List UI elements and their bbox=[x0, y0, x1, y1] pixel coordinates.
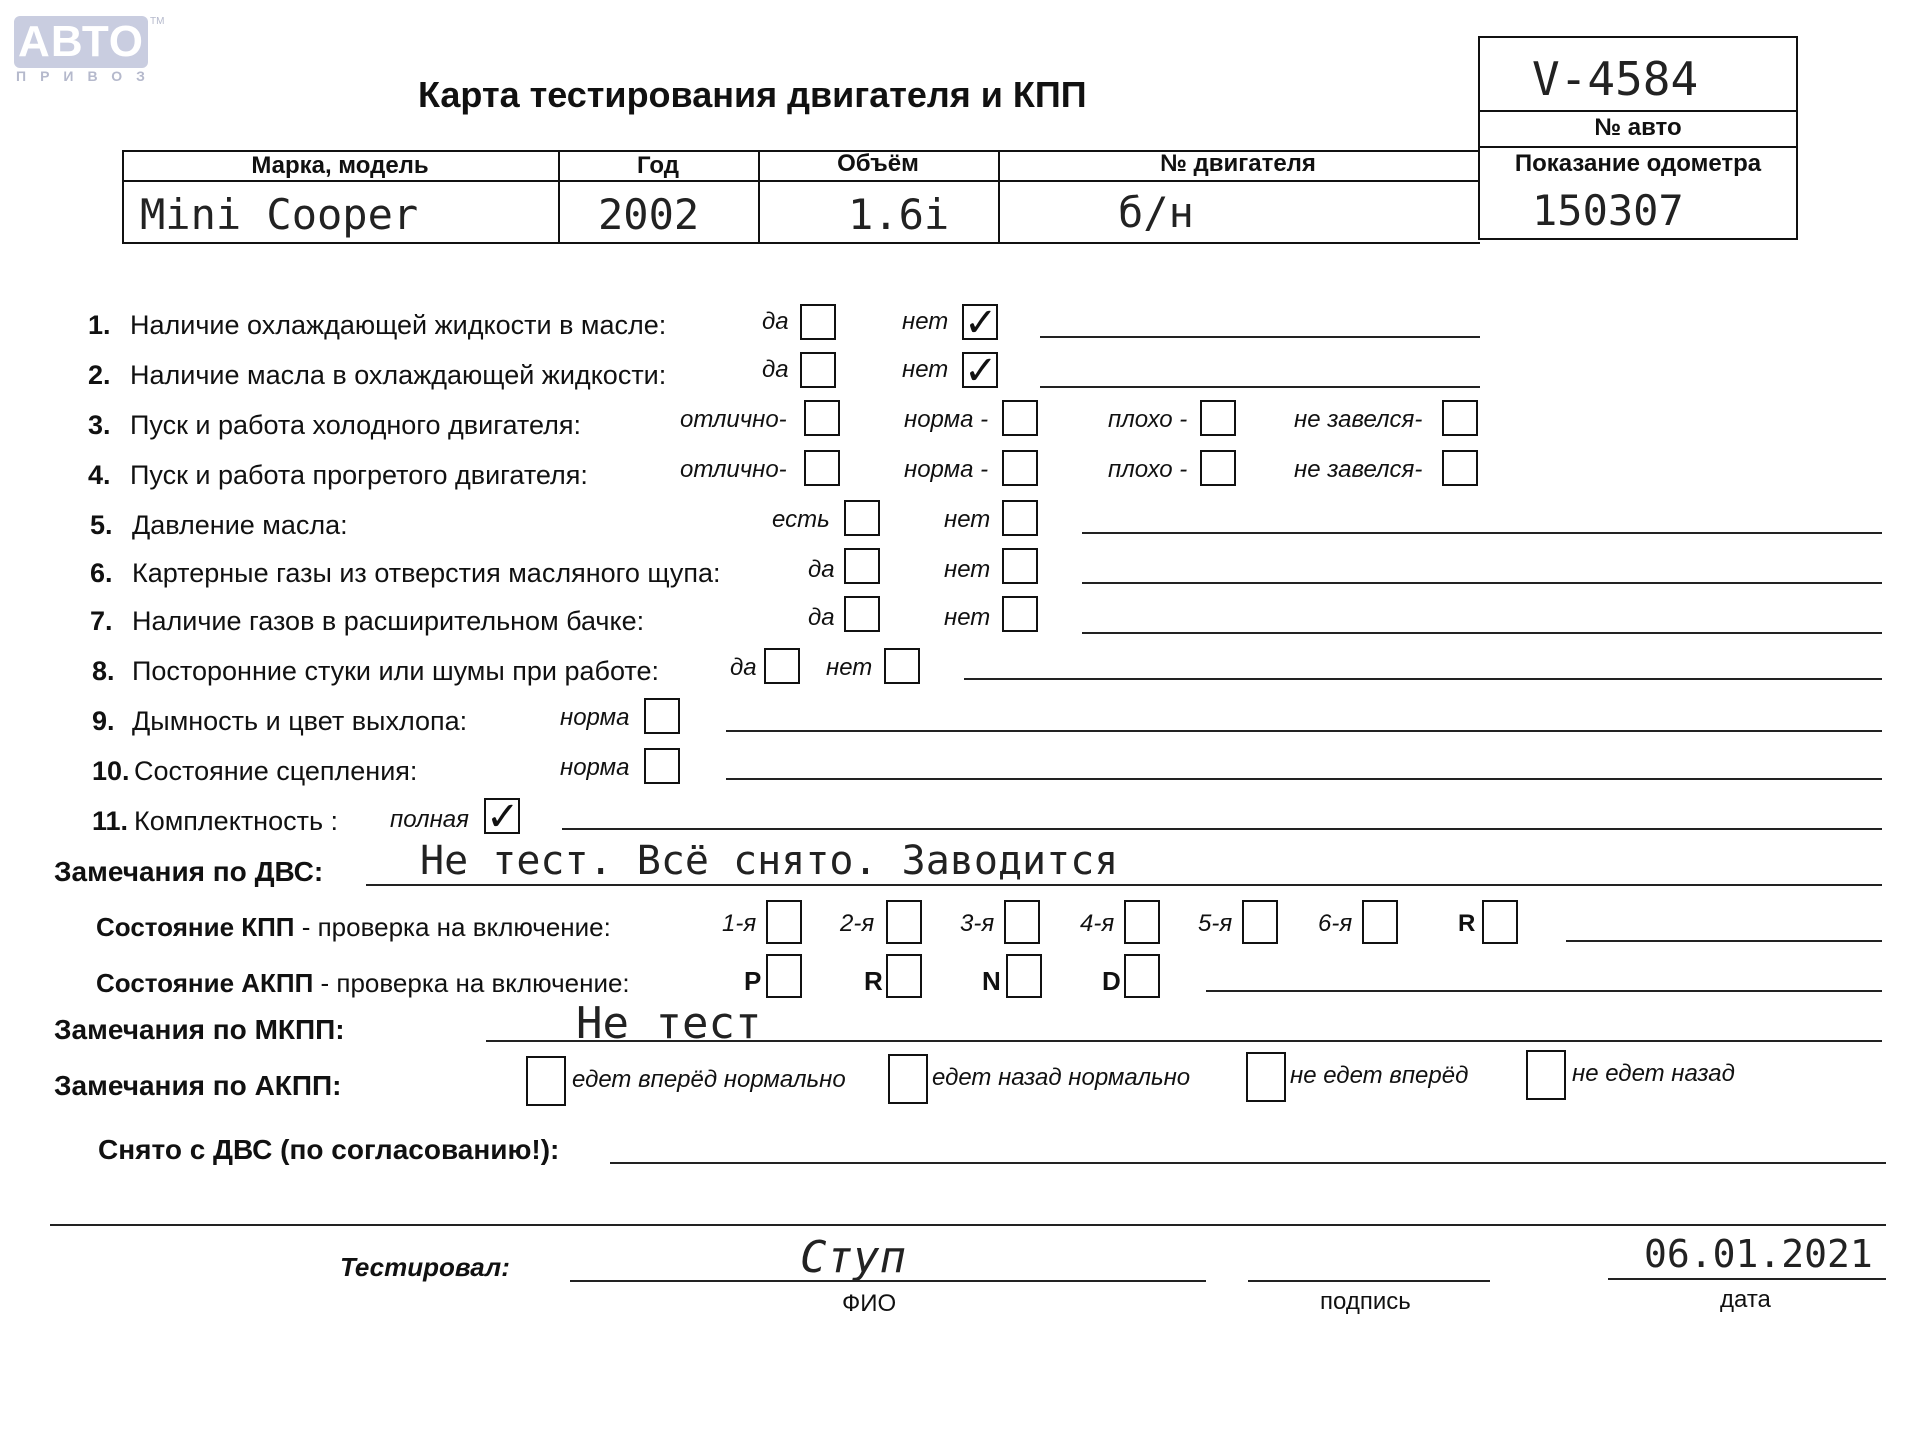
option-label: не завелся- bbox=[1294, 406, 1423, 433]
mode-label: R bbox=[864, 966, 883, 996]
gear-label: 5-я bbox=[1198, 910, 1233, 937]
answer-line bbox=[486, 1040, 1882, 1042]
option-label: плохо - bbox=[1108, 456, 1188, 483]
akpp-label-rest: - проверка на включение: bbox=[313, 968, 630, 998]
question-text: Наличие газов в расширительном бачке: bbox=[132, 606, 645, 636]
akpp-option-checkbox[interactable] bbox=[1526, 1050, 1566, 1100]
gear-checkbox[interactable] bbox=[1482, 900, 1518, 944]
mode-label: D bbox=[1102, 966, 1121, 996]
option-label: норма bbox=[560, 754, 630, 781]
checkbox[interactable] bbox=[844, 548, 880, 584]
checkbox[interactable] bbox=[1002, 450, 1038, 486]
divider bbox=[1478, 110, 1798, 112]
logo-subtitle: ПРИВОЗ bbox=[16, 68, 159, 84]
page-title: Карта тестирования двигателя и КПП bbox=[418, 74, 1087, 115]
checkbox[interactable] bbox=[1442, 400, 1478, 436]
date-line bbox=[1608, 1278, 1886, 1280]
logo: АВТО bbox=[14, 16, 148, 68]
dvs-notes-value: Не тест. Всё снято. Заводится bbox=[420, 838, 1119, 884]
answer-line bbox=[1082, 582, 1882, 584]
sign-line bbox=[1248, 1280, 1490, 1282]
removed-label: Снято с ДВС (по согласованию!): bbox=[98, 1134, 560, 1165]
value-odometer: 150307 bbox=[1532, 186, 1684, 235]
option-label: отлично- bbox=[680, 456, 787, 483]
option-label: да bbox=[808, 604, 835, 631]
answer-line bbox=[1082, 532, 1882, 534]
option-label: нет bbox=[944, 506, 991, 533]
value-year: 2002 bbox=[598, 190, 700, 239]
option-label: норма - bbox=[904, 456, 989, 483]
option-label: да bbox=[730, 654, 757, 681]
option-label: нет bbox=[944, 556, 991, 583]
option-label: есть bbox=[772, 506, 830, 533]
answer-line bbox=[610, 1162, 1886, 1164]
option-label: плохо - bbox=[1108, 406, 1188, 433]
option-label: нет bbox=[826, 654, 873, 681]
checkbox[interactable] bbox=[844, 500, 880, 536]
mkpp-notes-value: Не тест bbox=[576, 998, 762, 1049]
gear-label: 1-я bbox=[722, 910, 757, 937]
question-number: 3. bbox=[88, 410, 111, 440]
question-text: Состояние сцепления: bbox=[134, 756, 418, 786]
gear-checkbox[interactable] bbox=[1362, 900, 1398, 944]
value-engine: б/н bbox=[1118, 188, 1194, 237]
option-label: да bbox=[762, 308, 789, 335]
dvs-notes-label: Замечания по ДВС: bbox=[54, 856, 324, 887]
checkbox[interactable] bbox=[1200, 400, 1236, 436]
divider bbox=[122, 180, 1478, 182]
gear-label: 3-я bbox=[960, 910, 995, 937]
date-caption: дата bbox=[1720, 1286, 1771, 1313]
question-number: 8. bbox=[92, 656, 115, 686]
akpp-option-checkbox[interactable] bbox=[888, 1054, 928, 1104]
question-number: 5. bbox=[90, 510, 113, 540]
answer-line bbox=[726, 778, 1882, 780]
question-number: 6. bbox=[90, 558, 113, 588]
car-id-label: № авто bbox=[1594, 114, 1682, 141]
kpp-label-bold: Состояние КПП bbox=[96, 912, 295, 942]
checkbox[interactable] bbox=[804, 450, 840, 486]
mode-checkbox[interactable] bbox=[766, 954, 802, 998]
option-label: норма bbox=[560, 704, 630, 731]
akpp-option-checkbox[interactable] bbox=[1246, 1052, 1286, 1102]
option-label: нет bbox=[944, 604, 991, 631]
gear-label: 6-я bbox=[1318, 910, 1353, 937]
question-text: Комплектность : bbox=[134, 806, 339, 836]
header-year: Год bbox=[637, 152, 679, 179]
answer-line bbox=[1040, 336, 1480, 338]
answer-line bbox=[726, 730, 1882, 732]
header-model: Марка, модель bbox=[251, 152, 429, 179]
akpp-option-label: не едет вперёд bbox=[1290, 1062, 1469, 1089]
akpp-option-checkbox[interactable] bbox=[526, 1056, 566, 1106]
checkbox[interactable] bbox=[644, 748, 680, 784]
question-text: Давление масла: bbox=[132, 510, 348, 540]
date-value: 06.01.2021 bbox=[1644, 1232, 1873, 1276]
mode-checkbox[interactable] bbox=[886, 954, 922, 998]
option-label: да bbox=[762, 356, 789, 383]
kpp-label-rest: - проверка на включение: bbox=[294, 912, 611, 942]
question-number: 4. bbox=[88, 460, 111, 490]
gear-checkbox[interactable] bbox=[1004, 900, 1040, 944]
kpp-label bbox=[96, 912, 611, 943]
checkbox[interactable] bbox=[1002, 548, 1038, 584]
mode-checkbox[interactable] bbox=[1124, 954, 1160, 998]
checkbox[interactable] bbox=[1442, 450, 1478, 486]
option-label: отлично- bbox=[680, 406, 787, 433]
checkbox[interactable] bbox=[844, 596, 880, 632]
question-number: 11. bbox=[92, 806, 129, 836]
header-volume: Объём bbox=[837, 150, 919, 177]
question-text: Наличие масла в охлаждающей жидкости: bbox=[130, 360, 667, 390]
answer-line bbox=[1040, 386, 1480, 388]
gear-label: 4-я bbox=[1080, 910, 1115, 937]
checkbox-checked[interactable]: ✓ bbox=[486, 794, 520, 840]
checkbox[interactable] bbox=[884, 648, 920, 684]
checkbox[interactable] bbox=[1002, 400, 1038, 436]
divider bbox=[1478, 146, 1798, 148]
value-volume: 1.6i bbox=[848, 190, 950, 239]
answer-line bbox=[1566, 940, 1882, 942]
mode-label: P bbox=[744, 966, 762, 996]
sign-caption: подпись bbox=[1320, 1288, 1411, 1315]
checkbox[interactable] bbox=[800, 352, 836, 388]
akpp-label-bold: Состояние АКПП bbox=[96, 968, 314, 998]
checkbox[interactable] bbox=[800, 304, 836, 340]
question-number: 7. bbox=[90, 606, 113, 636]
mode-checkbox[interactable] bbox=[1006, 954, 1042, 998]
checkbox[interactable] bbox=[1002, 500, 1038, 536]
question-number: 10. bbox=[92, 756, 130, 786]
mkpp-notes-label: Замечания по МКПП: bbox=[54, 1014, 345, 1045]
gear-label: 2-я bbox=[840, 910, 875, 937]
question-text: Наличие охлаждающей жидкости в масле: bbox=[130, 310, 667, 340]
value-model: Mini Cooper bbox=[140, 190, 419, 239]
gear-label: R bbox=[1458, 910, 1476, 937]
signature: Ступ bbox=[800, 1232, 906, 1283]
answer-line bbox=[964, 678, 1882, 680]
question-number: 2. bbox=[88, 360, 111, 390]
gear-checkbox[interactable] bbox=[1242, 900, 1278, 944]
option-label: нет bbox=[902, 356, 949, 383]
answer-line bbox=[1206, 990, 1882, 992]
akpp-option-label: едет вперёд нормально bbox=[572, 1066, 846, 1093]
tested-label: Тестировал: bbox=[340, 1252, 510, 1282]
akpp-label bbox=[96, 968, 630, 999]
header-engine: № двигателя bbox=[1160, 150, 1316, 177]
question-text: Дымность и цвет выхлопа: bbox=[132, 706, 468, 736]
answer-line bbox=[562, 828, 1882, 830]
checkbox[interactable] bbox=[764, 648, 800, 684]
checkbox[interactable] bbox=[804, 400, 840, 436]
gear-checkbox[interactable] bbox=[886, 900, 922, 944]
option-label: полная bbox=[390, 806, 469, 833]
question-number: 9. bbox=[92, 706, 115, 736]
section-divider bbox=[50, 1224, 1886, 1226]
answer-line bbox=[1082, 632, 1882, 634]
question-text: Посторонние стуки или шумы при работе: bbox=[132, 656, 659, 686]
option-label: не завелся- bbox=[1294, 456, 1423, 483]
question-number: 1. bbox=[88, 310, 111, 340]
checkbox-checked[interactable]: ✓ bbox=[964, 348, 998, 394]
mode-label: N bbox=[982, 966, 1001, 996]
akpp-option-label: не едет назад bbox=[1572, 1060, 1735, 1087]
header-odometer: Показание одометра bbox=[1514, 150, 1762, 177]
akpp-notes-label: Замечания по АКПП: bbox=[54, 1070, 342, 1101]
option-label: да bbox=[808, 556, 835, 583]
answer-line bbox=[366, 884, 1882, 886]
car-id-value: V-4584 bbox=[1532, 52, 1699, 106]
checkbox[interactable] bbox=[1002, 596, 1038, 632]
checkbox[interactable] bbox=[1200, 450, 1236, 486]
checkbox[interactable] bbox=[644, 698, 680, 734]
fio-caption: ФИО bbox=[842, 1290, 897, 1317]
akpp-option-label: едет назад нормально bbox=[932, 1064, 1191, 1091]
option-label: нет bbox=[902, 308, 949, 335]
gear-checkbox[interactable] bbox=[1124, 900, 1160, 944]
question-text: Картерные газы из отверстия масляного щупа: bbox=[132, 558, 721, 588]
gear-checkbox[interactable] bbox=[766, 900, 802, 944]
option-label: норма - bbox=[904, 406, 989, 433]
question-text: Пуск и работа холодного двигателя: bbox=[130, 410, 581, 440]
checkbox-checked[interactable]: ✓ bbox=[964, 300, 998, 346]
question-text: Пуск и работа прогретого двигателя: bbox=[130, 460, 588, 490]
logo-tm: TM bbox=[150, 16, 165, 27]
